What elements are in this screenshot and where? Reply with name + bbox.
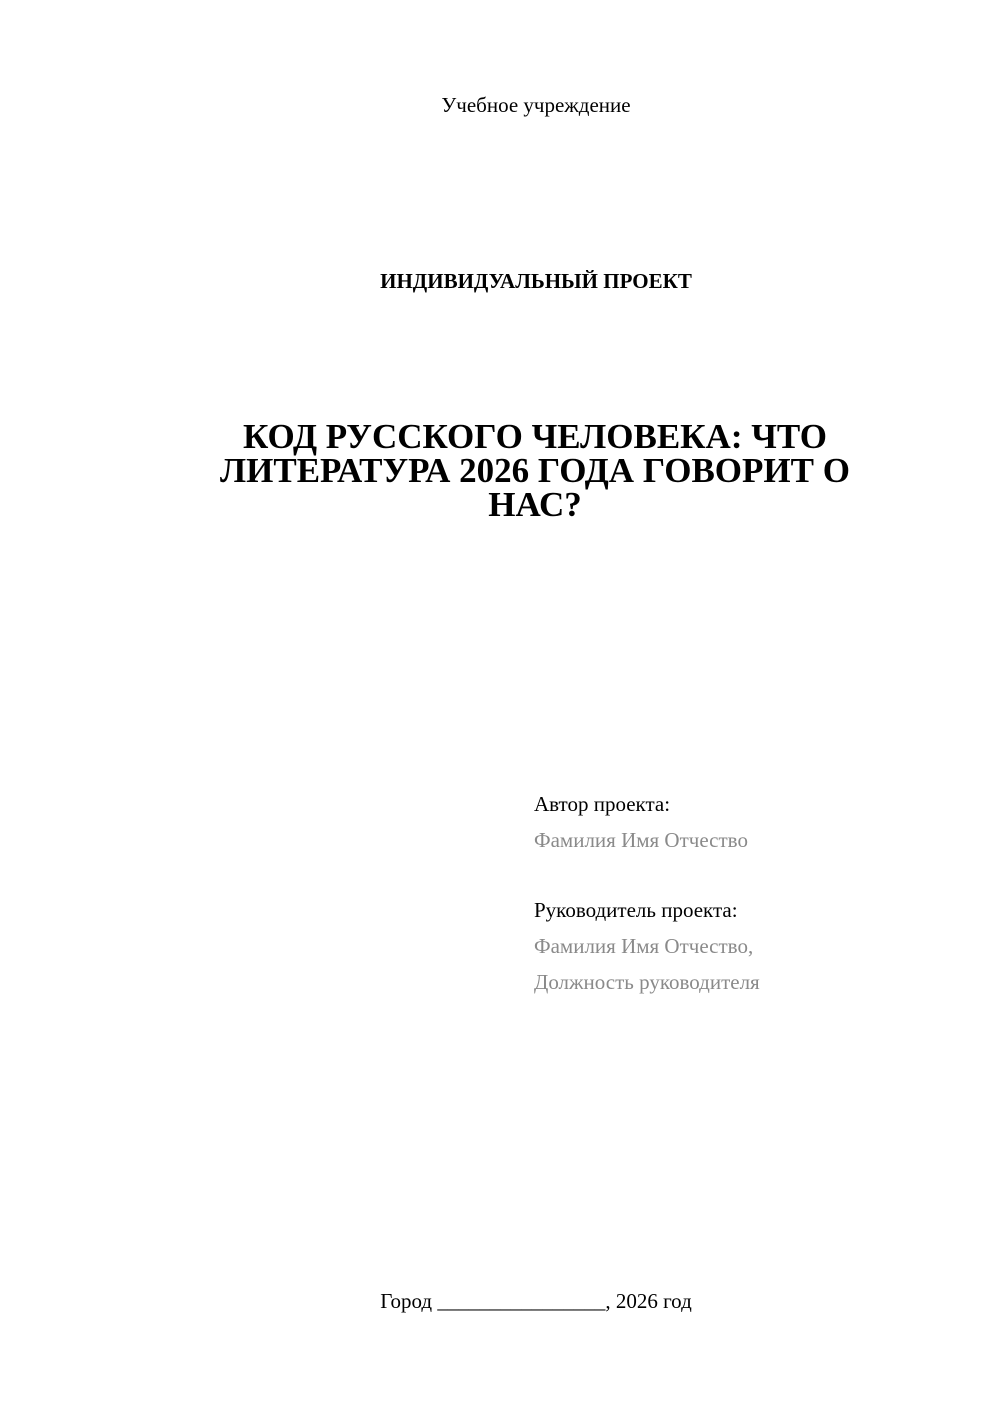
project-title	[160, 417, 910, 524]
author-block	[534, 786, 954, 858]
institution-name: Учебное учреждение	[441, 93, 631, 117]
supervisor-position-placeholder: Должность руководителя	[534, 970, 760, 994]
project-title-line: КОД РУССКОГО ЧЕЛОВЕКА: ЧТО	[242, 417, 828, 456]
city-year-line: Город ________________, 2026 год	[380, 1289, 692, 1313]
project-type-heading: ИНДИВИДУАЛЬНЫЙ ПРОЕКТ	[380, 269, 692, 293]
project-title-line: ЛИТЕРАТУРА 2026 ГОДА ГОВОРИТ О	[220, 451, 850, 490]
author-name-placeholder: Фамилия Имя Отчество	[534, 828, 748, 852]
author-label: Автор проекта:	[534, 792, 671, 816]
supervisor-block	[534, 892, 954, 1000]
supervisor-label: Руководитель проекта:	[534, 898, 738, 922]
project-title-line: НАС?	[488, 485, 582, 524]
supervisor-name-placeholder: Фамилия Имя Отчество,	[534, 934, 754, 958]
